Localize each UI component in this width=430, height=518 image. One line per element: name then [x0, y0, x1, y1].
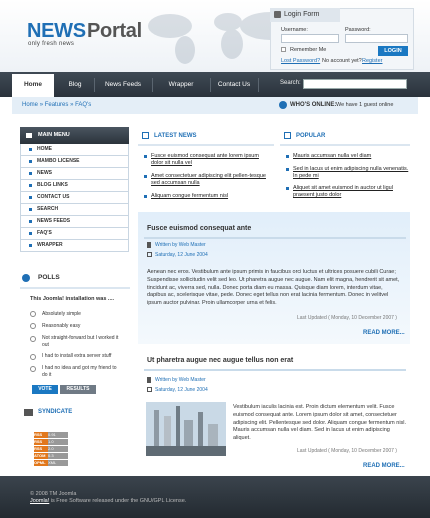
user-icon: [274, 11, 281, 18]
poll-option-radio[interactable]: [30, 366, 36, 372]
breadcrumb: [22, 102, 91, 108]
menu-item-label: NEWS FEEDS: [37, 218, 71, 224]
menu-item-news-feeds[interactable]: [20, 216, 129, 228]
menu-item-label: BLOG LINKS: [37, 182, 68, 188]
bullet-icon: [144, 195, 147, 198]
footer-license-text: is Free Software released under the GNU/GPL License.: [49, 498, 187, 504]
menu-item-label: WRAPPER: [37, 242, 63, 248]
feed-version: 2.0: [48, 446, 68, 452]
divider: [144, 237, 406, 239]
breadcrumb-separator: »: [70, 102, 76, 108]
syndicate-title: SYNDICATE: [38, 409, 73, 415]
remember-me-label: Remember Me: [290, 47, 327, 53]
poll-option-radio[interactable]: [30, 336, 36, 342]
password-input[interactable]: [345, 34, 408, 43]
latest-news-title: LATEST NEWS: [154, 133, 197, 139]
article-author: Written by Web Master: [155, 377, 206, 383]
popular-link[interactable]: Aliquet sit amet euismod in auctor ut ligul praesent justo dolor: [293, 185, 393, 198]
poll-option-label: I had to install extra server stuff: [42, 353, 112, 359]
bullet-icon: [29, 196, 32, 199]
feed-type: ATOM: [34, 453, 48, 459]
pen-icon: [147, 242, 151, 248]
bullet-icon: [29, 208, 32, 211]
bullet-icon: [29, 232, 32, 235]
divider: [144, 369, 406, 371]
joomla-link[interactable]: Joomla!: [30, 498, 50, 504]
divider: [138, 144, 274, 146]
footer-license: [30, 498, 186, 504]
users-online-icon: [279, 101, 287, 109]
bullet-icon: [286, 168, 289, 171]
login-form-title: Login Form: [284, 11, 320, 18]
poll-option-label: I had no idea and got my friend to do it: [42, 365, 117, 378]
username-label: Username:: [281, 27, 308, 33]
calendar-icon: [147, 252, 152, 257]
menu-item-label: CONTACT US: [37, 194, 70, 200]
feed-version: 1.0: [48, 439, 68, 445]
popular-title: POPULAR: [296, 133, 326, 139]
bullet-icon: [286, 187, 289, 190]
poll-option-label: Reasonably easy: [42, 323, 81, 329]
feed-version: XML: [48, 460, 68, 466]
poll-question: This Joomla! installation was ....: [30, 296, 115, 302]
username-input[interactable]: [281, 34, 339, 43]
menu-item-news[interactable]: [20, 168, 129, 180]
article-title[interactable]: Ut pharetra augue nec augue tellus non erat: [147, 357, 294, 364]
nav-item-blog[interactable]: Blog: [68, 81, 82, 88]
latest-news-link[interactable]: Fusce euismod consequat ante lorem ipsum dolor sit nulla vel: [151, 153, 259, 166]
remember-me-checkbox[interactable]: [281, 47, 286, 52]
document-icon: [142, 132, 149, 139]
feed-type: RSS: [34, 446, 48, 452]
whos-online-label: WHO'S ONLINE:: [290, 102, 337, 108]
feed-type: OPML: [34, 460, 48, 466]
article-body: Vestibulum iaculis lacinia est. Proin dictum elementum velit. Fusce euismod consequat ante. Lorem ipsum dolor sit amet, consectetuer adipiscing elit. Pellentesque sed dolor. Aliquam congue fermentum nisl. Mauris accumsan nulla vel diam. Sed in lacus ut enim adipiscing aliquet.: [233, 404, 407, 442]
menu-item-home[interactable]: [20, 144, 129, 156]
password-label: Password:: [345, 27, 371, 33]
feed-type: RSS: [34, 439, 48, 445]
lost-password-link[interactable]: Lost Password?: [281, 58, 321, 64]
menu-item-wrapper[interactable]: [20, 240, 129, 252]
article-date: Saturday, 12 June 2004: [155, 252, 208, 258]
latest-news-link[interactable]: Aliquam congue fermentum nisl: [151, 193, 229, 199]
feed-rss-20-badge[interactable]: [32, 446, 68, 452]
document-icon: [284, 132, 291, 139]
nav-separator: [258, 78, 259, 92]
register-link[interactable]: Register: [362, 58, 383, 64]
article-author: Written by Web Master: [155, 242, 206, 248]
main-menu-header: MAIN MENU: [20, 127, 129, 144]
article-body: Aenean nec eros. Vestibulum ante ipsum primis in faucibus orci luctus et ultrices posuere cubili Curae; Suspendisse sollicitudin velit sed leo. Ut pharetra augue nec augue. Nam elit magna, hendrerit sit amet, tincidunt ac, viverra sed, nulla. Donec porta diam eu massa. Quisque diam lorem, interdum vitae, dapibus ac, scelerisque vitae, pede. Donec eget tellus non erat lacinia fermentum. Donec in velitvel ipsum auctor pulvinar. Proin ullamcorper urna et felis.: [147, 269, 400, 307]
whos-online-count: We have 1 guest online: [336, 102, 394, 108]
nav-item-wrapper[interactable]: Wrapper: [168, 81, 194, 88]
menu-item-faqs[interactable]: [20, 228, 129, 240]
feed-rss-10-badge[interactable]: [32, 439, 68, 445]
calendar-icon: [147, 387, 152, 392]
no-account-text: No account yet?: [322, 58, 362, 64]
breadcrumb-faqs[interactable]: FAQ's: [75, 102, 92, 108]
poll-option-radio[interactable]: [30, 323, 36, 329]
breadcrumb-separator: »: [39, 102, 45, 108]
footer-copyright: © 2008 TM Joomla: [30, 491, 77, 497]
poll-option-label: Absolutely simple: [42, 311, 81, 317]
popular-link[interactable]: Sed in lacus ut enim adipiscing nulla venenatis. In pede mi: [293, 166, 409, 179]
feed-version: 0.91: [48, 432, 68, 438]
search-input[interactable]: [303, 79, 407, 89]
breadcrumb-features[interactable]: Features: [44, 102, 69, 108]
bullet-icon: [144, 155, 147, 158]
menu-icon: [26, 133, 32, 138]
feed-atom-badge[interactable]: [32, 453, 68, 459]
footer: [0, 476, 430, 518]
article-title[interactable]: Fusce euismod consequat ante: [147, 225, 252, 232]
feed-version: 0.3: [48, 453, 68, 459]
menu-item-mambo-license[interactable]: [20, 156, 129, 168]
tagline: only fresh news: [28, 41, 75, 47]
nav-item-news-feeds[interactable]: News Feeds: [104, 81, 142, 88]
divider: [20, 287, 130, 289]
breadcrumb-home[interactable]: Home: [22, 102, 39, 108]
article-date: Saturday, 12 June 2004: [155, 387, 208, 393]
article-last-updated: Last Updated ( Monday, 10 December 2007 ): [297, 448, 397, 454]
results-button[interactable]: RESULTS: [60, 385, 96, 394]
feed-rss-091-badge[interactable]: [32, 432, 68, 438]
bullet-icon: [29, 244, 32, 247]
refinery-photo: [146, 402, 226, 456]
poll-option-radio[interactable]: [30, 311, 36, 317]
pen-icon: [147, 377, 151, 383]
bullet-icon: [286, 155, 289, 158]
feed-type: RSS: [34, 432, 48, 438]
bullet-icon: [29, 184, 32, 187]
feed-opml-badge[interactable]: [32, 460, 68, 466]
polls-title: POLLS: [38, 274, 60, 281]
menu-item-label: SEARCH: [37, 206, 59, 212]
bullet-icon: [29, 160, 32, 163]
vote-button[interactable]: VOTE: [32, 385, 58, 394]
latest-news-link[interactable]: Amet consectetuer adipiscing elit pellen-tesque sed accumsan nulla: [151, 173, 266, 186]
menu-item-contact-us[interactable]: [20, 192, 129, 204]
menu-item-blog-links[interactable]: [20, 180, 129, 192]
login-button[interactable]: LOGIN: [378, 46, 408, 56]
nav-item-contact-us[interactable]: Contact Us: [217, 81, 251, 88]
read-more-link[interactable]: READ MORE...: [363, 330, 405, 336]
nav-item-home[interactable]: Home: [12, 74, 54, 97]
logo-news[interactable]: NEWS: [27, 20, 86, 42]
logo-portal[interactable]: Portal: [87, 20, 142, 42]
search-label: Search:: [280, 80, 301, 86]
read-more-link[interactable]: READ MORE...: [363, 463, 405, 469]
menu-item-label: HOME: [37, 146, 52, 152]
bullet-icon: [29, 148, 32, 151]
bullet-icon: [29, 220, 32, 223]
menu-item-label: MAMBO LICENSE: [37, 158, 80, 164]
article-last-updated: Last Updated ( Monday, 10 December 2007 ): [297, 315, 397, 321]
bullet-icon: [144, 175, 147, 178]
bullet-icon: [29, 172, 32, 175]
poll-option-radio[interactable]: [30, 354, 36, 360]
menu-item-label: FAQ'S: [37, 230, 52, 236]
divider: [280, 144, 410, 146]
menu-item-search[interactable]: [20, 204, 129, 216]
popular-link[interactable]: Mauris accumsan nulla vel diam: [293, 153, 372, 159]
poll-option-label: Not straight-forward but I worked it out: [42, 335, 119, 348]
menu-item-label: NEWS: [37, 170, 52, 176]
